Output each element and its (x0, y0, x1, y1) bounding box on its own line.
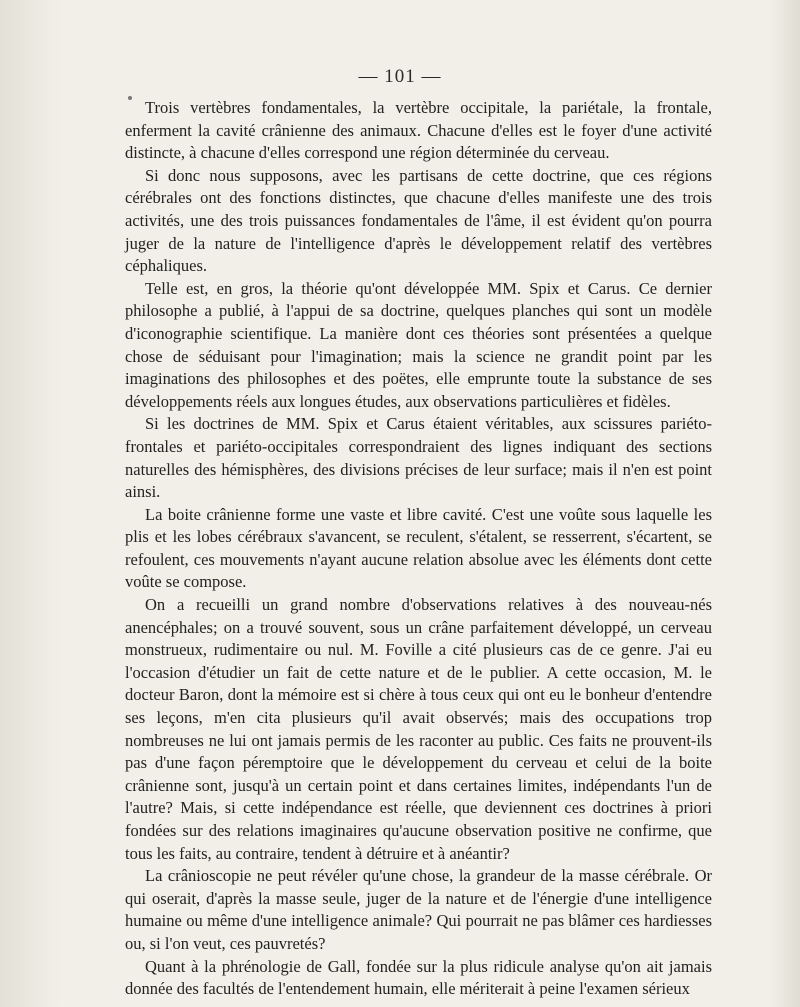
paragraph: Trois vertèbres fondamentales, la vertèbre occipitale, la pariétale, la frontale, enferment la cavité crânienne des animaux. Chacune d'elles est le foyer d'une activité distincte, à chacune d'elles correspond une région déterminée du cerveau. (125, 98, 712, 163)
paragraph: Si donc nous supposons, avec les partisans de cette doctrine, que ces régions cérébrales ont des fonctions distinctes, que chacune d'elles manifeste une des trois activités, une des trois puissances fondamentales de l'âme, il est évident qu'on pourra juger de la nature de l'intelligence d'après le développement relatif des vertèbres céphaliques. (125, 165, 712, 276)
paragraph: La crânioscopie ne peut révéler qu'une chose, la grandeur de la masse cérébrale. Or qui oserait, d'après la masse seule, juger de la nature et de l'énergie d'une intelligence humaine ou même d'une intelligence animale? Qui pourrait ne pas blâmer ces hardiesses ou, si l'on veut, ces pauvretés? (125, 866, 712, 953)
page-number: — 101 — (358, 66, 442, 87)
paragraph: La boite crânienne forme une vaste et libre cavité. C'est une voûte sous laquelle les plis et les lobes cérébraux s'avancent, se reculent, s'étalent, se resserrent, s'écartent, se refoulent, ces mouvements n'ayant aucune relation absolue avec les éléments dont cette voûte se compose. (125, 504, 712, 592)
paragraph: Quant à la phrénologie de Gall, fondée sur la plus ridicule analyse qu'on ait jamais donnée des facultés de l'entendement humain, elle mériterait à peine l'examen sérieux (125, 956, 712, 999)
paragraph: Si les doctrines de MM. Spix et Carus étaient véritables, aux scissures pariéto-frontales et pariéto-occipitales correspondraient des lignes indiquant des sections naturelles des hémisphères, des divisions précises de leur surface; mais il n'en est point ainsi. (125, 414, 712, 502)
paragraph: On a recueilli un grand nombre d'observations relatives à des nouveau-nés anencéphales; on a trouvé souvent, sous un crâne parfaitement développé, un cerveau monstrueux, rudimentaire ou nul. M. Foville a cité plusieurs cas de ce genre. J'ai eu l'occasion d'étudier un fait de cette nature et de le publier. A cette occasion, M. le docteur Baron, dont la mémoire est si chère à tous ceux qui ont eu le bonheur d'entendre ses leçons, m'en cita plusieurs qu'il avait observés; mais des occupations trop nombreuses ne lui ont jamais permis de les raconter au public. Ces faits ne prouvent-ils pas d'une façon péremptoire que le développement du cerveau et celui de la boite crânienne sont, jusqu'à un certain point et dans certaines limites, indépendants l'un de l'autre? Mais, si cette indépendance est réelle, que deviennent ces doctrines à priori fondées sur des relations imaginaires qu'aucune observation positive ne confirme, que tous les faits, au contraire, tendent à détruire et à anéantir? (125, 595, 712, 863)
body-text (125, 97, 712, 1001)
paragraph: Telle est, en gros, la théorie qu'ont développée MM. Spix et Carus. Ce dernier philosophe a publié, à l'appui de sa doctrine, quelques planches qui sont un modèle d'iconographie scientifique. La manière dont ces théories sont présentées a quelque chose de séduisant pour l'imagination; mais la science ne grandit point par les imaginations des philosophes et des poëtes, elle emprunte toute la substance de ses développements réels aux longues études, aux observations particulières et fidèles. (125, 278, 712, 411)
